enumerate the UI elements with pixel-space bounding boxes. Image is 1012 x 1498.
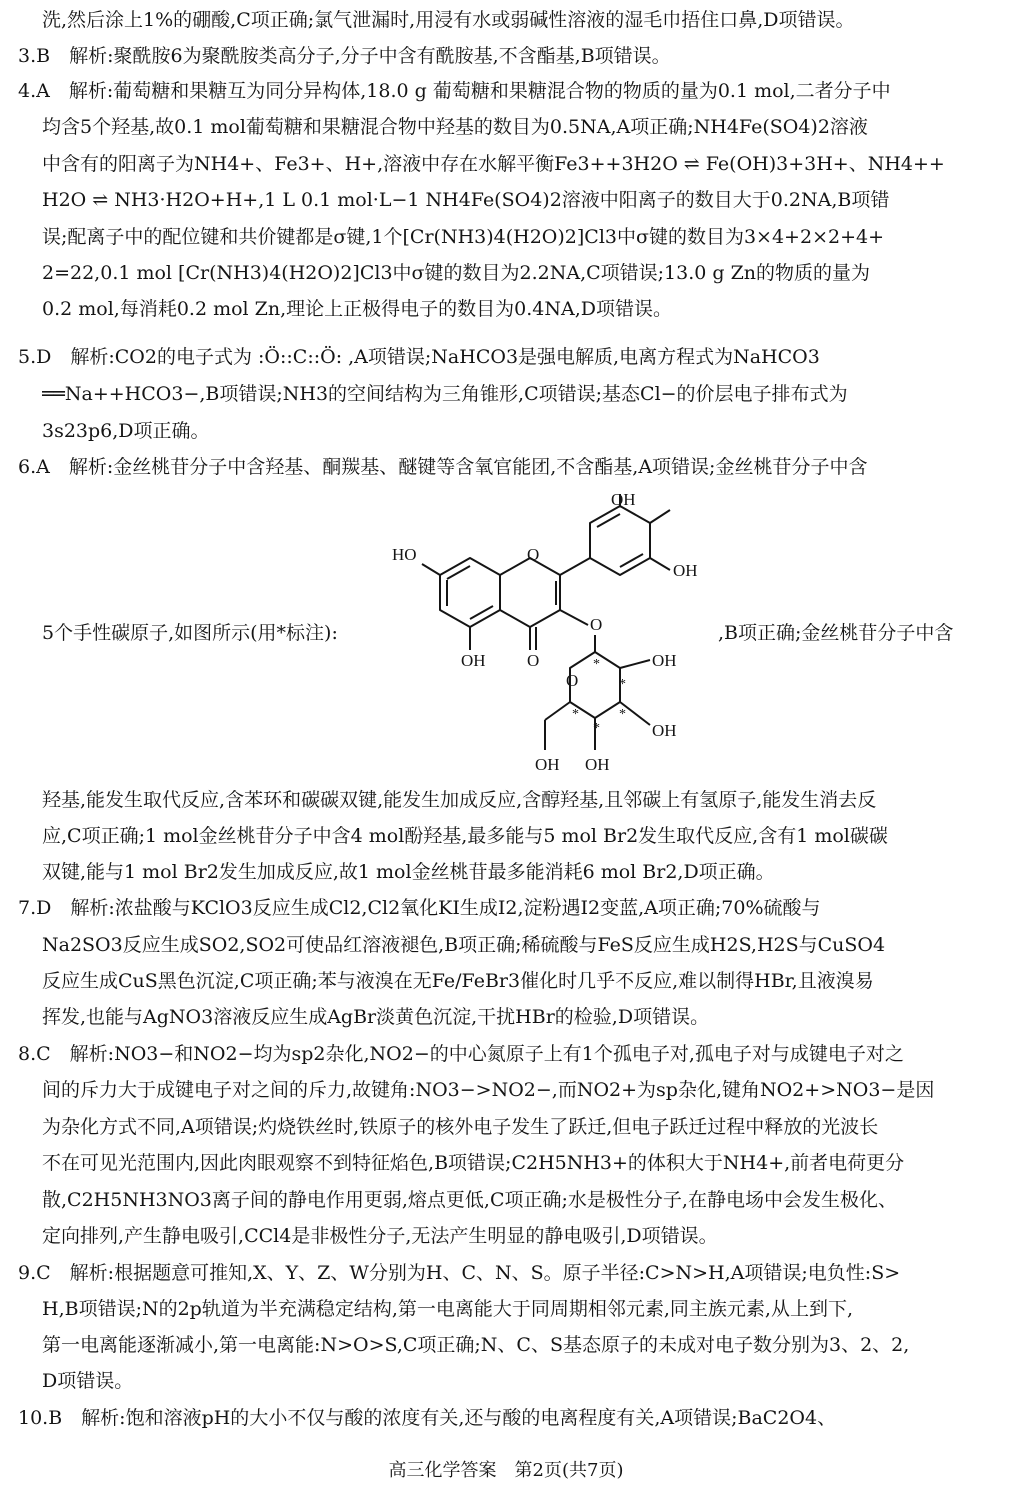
hyperoside-structure [380, 480, 720, 780]
text-line: 应,C项正确;1 mol金丝桃苷分子中含4 mol酚羟基,最多能与5 mol Br2发生取代反应,含有1 mol碳碳 [42, 825, 888, 847]
chiral-star: * [593, 721, 600, 736]
text-line: 反应生成CuS黑色沉淀,C项正确;苯与液溴在无Fe/FeBr3催化时几乎不反应,难以制得HBr,且液溴易 [42, 970, 874, 992]
text-line: ══Na++HCO3−,B项错误;NH3的空间结构为三角锥形,C项错误;基态Cl−的价层电子排布式为 [42, 383, 848, 405]
text-line: 误;配离子中的配位键和共价键都是σ键,1个[Cr(NH3)4(H2O)2]Cl3中σ键的数目为3×4+2×2+4+ [42, 226, 885, 248]
page-footer: 高三化学答案 第2页(共7页) [388, 1460, 624, 1481]
text-line: 羟基,能发生取代反应,含苯环和碳碳双键,能发生加成反应,含醇羟基,且邻碳上有氢原子,能发生消去反 [42, 789, 877, 811]
label-o: O [590, 615, 603, 634]
label-oh: OH [585, 755, 610, 774]
text-line: 双键,能与1 mol Br2发生加成反应,故1 mol金丝桃苷最多能消耗6 mol Br2,D项正确。 [42, 861, 775, 883]
label-oh: OH [461, 651, 486, 670]
text-line: 3.B 解析:聚酰胺6为聚酰胺类高分子,分子中含有酰胺基,不含酯基,B项错误。 [18, 45, 671, 67]
text-line: 9.C 解析:根据题意可推知,X、Y、Z、W分别为H、C、N、S。原子半径:C>N>H,A项错误;电负性:S> [18, 1262, 901, 1284]
text-line: 0.2 mol,每消耗0.2 mol Zn,理论上正极得电子的数目为0.4NA,D项错误。 [42, 298, 672, 320]
text-line: 间的斥力大于成键电子对之间的斥力,故键角:NO3−>NO2−,而NO2+为sp杂化,键角NO2+>NO3−是因 [42, 1079, 935, 1101]
label-oh: OH [652, 721, 677, 740]
label-ho: HO [392, 545, 417, 564]
label-oh: OH [673, 561, 698, 580]
label-o: O [566, 671, 579, 690]
text-line: 5.D 解析:CO2的电子式为 :Ö::C::Ö: ,A项错误;NaHCO3是强电解质,电离方程式为NaHCO3 [18, 346, 820, 368]
text-line: 散,C2H5NH3NO3离子间的静电作用更弱,熔点更低,C项正确;水是极性分子,在静电场中会发生极化、 [42, 1189, 897, 1211]
text-line: 5个手性碳原子,如图所示(用*标注): [42, 622, 338, 644]
chiral-star: * [572, 707, 579, 722]
text-line: 8.C 解析:NO3−和NO2−均为sp2杂化,NO2−的中心氮原子上有1个孤电子对,孤电子对与成键电子对之 [18, 1043, 904, 1065]
text-line: 定向排列,产生静电吸引,CCl4是非极性分子,无法产生明显的静电吸引,D项错误。 [42, 1225, 718, 1247]
text-line: 3s23p6,D项正确。 [42, 420, 210, 442]
label-o: O [527, 545, 540, 564]
text-line: ,B项正确;金丝桃苷分子中含 [718, 622, 954, 644]
chiral-star: * [619, 677, 626, 692]
text-line: Na2SO3反应生成SO2,SO2可使品红溶液褪色,B项正确;稀硫酸与FeS反应生成H2S,H2S与CuSO4 [42, 934, 886, 956]
chiral-star: * [619, 707, 626, 722]
label-oh: OH [652, 651, 677, 670]
text-line: 中含有的阳离子为NH4+、Fe3+、H+,溶液中存在水解平衡Fe3++3H2O ⇌ Fe(OH)3+3H+、NH4++ [42, 153, 945, 175]
label-oh: OH [535, 755, 560, 774]
text-line: 第一电离能逐渐减小,第一电离能:N>O>S,C项正确;N、C、S基态原子的未成对电子数分别为3、2、2, [42, 1334, 910, 1356]
text-line: 均含5个羟基,故0.1 mol葡萄糖和果糖混合物中羟基的数目为0.5NA,A项正确;NH4Fe(SO4)2溶液 [42, 116, 868, 138]
text-line: D项错误。 [42, 1370, 134, 1392]
text-line: H2O ⇌ NH3·H2O+H+,1 L 0.1 mol·L−1 NH4Fe(SO4)2溶液中阳离子的数目大于0.2NA,B项错 [42, 189, 890, 211]
text-line: 挥发,也能与AgNO3溶液反应生成AgBr淡黄色沉淀,干扰HBr的检验,D项错误。 [42, 1006, 710, 1028]
text-line: 7.D 解析:浓盐酸与KClO3反应生成Cl2,Cl2氧化KI生成I2,淀粉遇I2变蓝,A项正确;70%硫酸与 [18, 897, 821, 919]
text-line: 不在可见光范围内,因此肉眼观察不到特征焰色,B项错误;C2H5NH3+的体积大于NH4+,前者电荷更分 [42, 1152, 905, 1174]
text-line: 为杂化方式不同,A项错误;灼烧铁丝时,铁原子的核外电子发生了跃迁,但电子跃迁过程中释放的光波长 [42, 1116, 879, 1138]
text-line: 洗,然后涂上1%的硼酸,C项正确;氯气泄漏时,用浸有水或弱碱性溶液的湿毛巾捂住口鼻,D项错误。 [42, 9, 855, 31]
text-line: 6.A 解析:金丝桃苷分子中含羟基、酮羰基、醚键等含氧官能团,不含酯基,A项错误;金丝桃苷分子中含 [18, 456, 868, 478]
text-line: 10.B 解析:饱和溶液pH的大小不仅与酸的浓度有关,还与酸的电离程度有关,A项错误;BaC2O4、 [18, 1407, 837, 1429]
text-line: H,B项错误;N的2p轨道为半充满稳定结构,第一电离能大于同周期相邻元素,同主族元素,从上到下, [42, 1298, 854, 1320]
label-o: O [527, 651, 540, 670]
label-oh: OH [611, 490, 636, 509]
chiral-star: * [593, 657, 600, 672]
text-line: 2=22,0.1 mol [Cr(NH3)4(H2O)2]Cl3中σ键的数目为2.2NA,C项错误;13.0 g Zn的物质的量为 [42, 262, 871, 284]
text-line: 4.A 解析:葡萄糖和果糖互为同分异构体,18.0 g 葡萄糖和果糖混合物的物质的量为0.1 mol,二者分子中 [18, 80, 891, 102]
